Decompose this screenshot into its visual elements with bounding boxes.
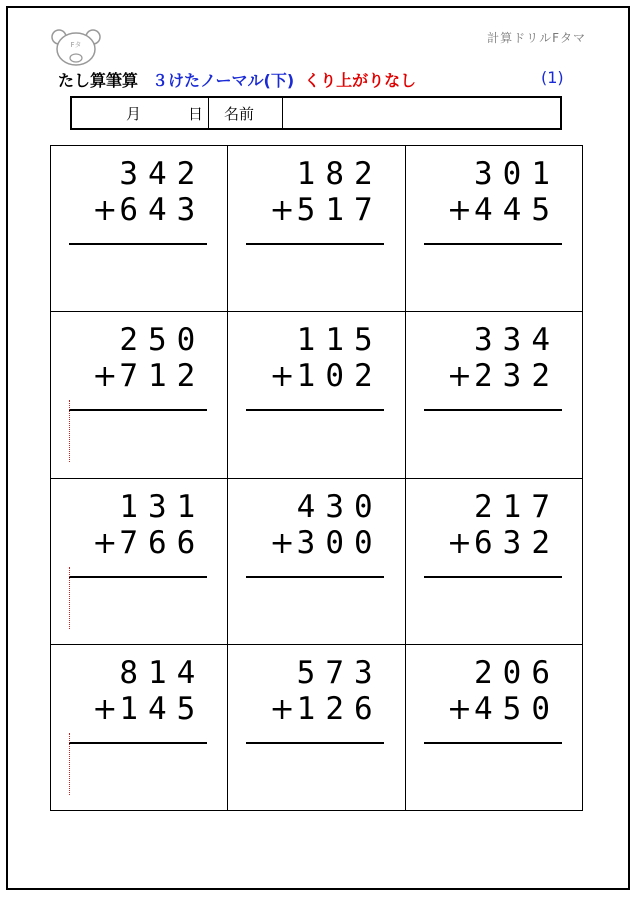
problem-cell[interactable]: [405, 312, 582, 478]
plus-sign: +: [269, 359, 295, 395]
top-number: 115: [296, 322, 383, 359]
plus-sign: +: [446, 525, 472, 561]
problem-row: [51, 312, 583, 478]
addition-problem: [410, 655, 560, 728]
problem-cell[interactable]: [51, 146, 228, 312]
addition-problem: [55, 156, 205, 229]
divider: [208, 98, 209, 128]
bottom-row: [55, 691, 205, 728]
bottom-number: 517: [296, 192, 383, 228]
top-number: 250: [119, 322, 206, 359]
bottom-row: [410, 525, 560, 562]
problem-cell[interactable]: [228, 312, 405, 478]
bottom-number: 232: [474, 358, 560, 395]
plus-sign: +: [446, 359, 472, 395]
addition-problem: [233, 489, 383, 562]
worksheet-title: [58, 68, 564, 92]
red-guide-mark: [69, 567, 70, 629]
answer-line: [69, 576, 207, 578]
day-label: 日: [188, 105, 204, 123]
addition-problem: [55, 655, 205, 728]
problem-cell[interactable]: [405, 478, 582, 644]
plus-sign: +: [269, 525, 295, 561]
bear-logo-icon: [50, 27, 102, 69]
problem-row: [51, 644, 583, 810]
answer-line: [424, 742, 562, 744]
bottom-number: 643: [119, 192, 206, 228]
bottom-row: [55, 358, 205, 395]
bottom-number: 445: [474, 192, 560, 228]
problem-cell[interactable]: [228, 644, 405, 810]
bottom-number: 712: [119, 358, 206, 395]
addition-problem: [233, 156, 383, 229]
title-subtitle: ３けたノーマル(下): [152, 71, 295, 90]
answer-line: [424, 409, 562, 411]
plus-sign: +: [269, 193, 295, 228]
top-number: 131: [119, 488, 206, 525]
answer-line: [246, 742, 384, 744]
bottom-number: 766: [119, 524, 206, 561]
top-number: 814: [119, 654, 206, 691]
bottom-number: 102: [296, 358, 383, 395]
bottom-number: 450: [474, 690, 560, 727]
answer-line: [246, 243, 384, 245]
addition-problem: [233, 655, 383, 728]
divider: [282, 98, 283, 128]
month-label: 月: [126, 105, 142, 123]
name-label: 名前: [224, 105, 255, 123]
bottom-number: 126: [296, 690, 383, 727]
problem-cell[interactable]: [51, 312, 228, 478]
plus-sign: +: [446, 691, 472, 727]
plus-sign: +: [92, 691, 118, 727]
bottom-number: 300: [296, 524, 383, 561]
title-condition: くり上がりなし: [304, 71, 417, 90]
problem-grid: [50, 145, 583, 811]
top-number: 573: [296, 654, 383, 691]
problem-cell[interactable]: [228, 146, 405, 312]
plus-sign: +: [92, 359, 118, 395]
addition-problem: [55, 322, 205, 395]
answer-line: [424, 243, 562, 245]
addition-problem: [410, 322, 560, 395]
top-number: 334: [474, 322, 560, 359]
top-number: 342: [119, 156, 206, 192]
bottom-row: [233, 192, 383, 229]
plus-sign: +: [92, 525, 118, 561]
answer-line: [69, 409, 207, 411]
answer-line: [246, 576, 384, 578]
answer-line: [424, 576, 562, 578]
addition-problem: [55, 489, 205, 562]
top-number: 182: [296, 156, 383, 192]
name-date-box: [70, 96, 562, 130]
answer-line: [246, 409, 384, 411]
addition-problem: [410, 489, 560, 562]
problem-cell[interactable]: [405, 146, 582, 312]
problem-row: [51, 146, 583, 312]
problem-cell[interactable]: [51, 478, 228, 644]
problem-cell[interactable]: [228, 478, 405, 644]
problem-cell[interactable]: [405, 644, 582, 810]
addition-problem: [410, 156, 560, 229]
bottom-row: [55, 525, 205, 562]
plus-sign: +: [92, 193, 118, 228]
addition-problem: [233, 322, 383, 395]
plus-sign: +: [269, 691, 295, 727]
svg-text:Fタ: Fタ: [70, 41, 82, 49]
bottom-number: 145: [119, 690, 206, 727]
top-number: 301: [474, 156, 560, 192]
bottom-row: [410, 358, 560, 395]
problem-row: [51, 478, 583, 644]
bottom-row: [233, 358, 383, 395]
bottom-row: [233, 691, 383, 728]
bottom-row: [233, 525, 383, 562]
answer-line: [69, 243, 207, 245]
top-number: 430: [296, 488, 383, 525]
brand-label: 計算ドリルFタマ: [487, 31, 586, 45]
problem-cell[interactable]: [51, 644, 228, 810]
bottom-number: 632: [474, 524, 560, 561]
title-main: たし算筆算: [58, 71, 139, 90]
bottom-row: [410, 192, 560, 229]
bottom-row: [55, 192, 205, 229]
sheet-number: (1): [541, 68, 564, 87]
bottom-row: [410, 691, 560, 728]
red-guide-mark: [69, 400, 70, 462]
answer-line: [69, 742, 207, 744]
plus-sign: +: [446, 193, 472, 228]
red-guide-mark: [69, 733, 70, 795]
top-number: 206: [474, 654, 560, 691]
top-number: 217: [474, 488, 560, 525]
